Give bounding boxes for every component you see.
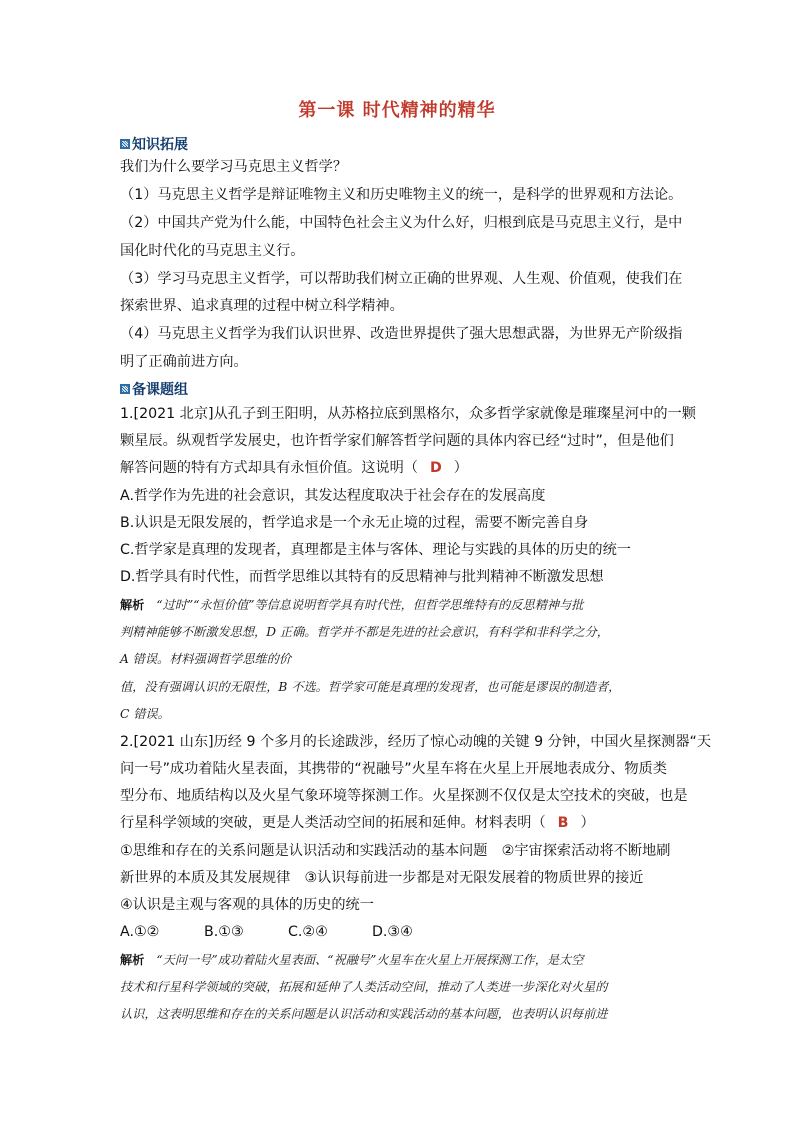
section-marker-icon [120, 384, 130, 394]
knowledge-point-1: （1）马克思主义哲学是辩证唯物主义和历史唯物主义的统一，是科学的世界观和方法论。 [120, 187, 683, 203]
explanation-text: “天问一号”成功着陆火星表面、“祝融号”火星车在火星上开展探测工作，是太空 [156, 953, 584, 967]
explanation-label: 解析 [120, 598, 145, 612]
q2-stem-line-3: 型分布、地质结构以及火星气象环境等探测工作。火星探测不仅仅是太空技术的突破，也是 [120, 788, 688, 804]
q1-option-a: A.哲学作为先进的社会意识，其发达程度取决于社会存在的发展高度 [120, 488, 546, 504]
q2-option-b: B.①③ [204, 924, 244, 940]
q2-answer: B [557, 815, 569, 831]
q1-option-c: C.哲学家是真理的发现者，真理都是主体与客体、理论与实践的具体的历史的统一 [120, 542, 631, 558]
section-marker-icon [120, 139, 130, 149]
q2-option-c: C.②④ [288, 924, 328, 940]
q1-stem-text: 解答问题的特有方式却具有永恒价值。这说明（ [120, 460, 418, 476]
knowledge-question: 我们为什么要学习马克思主义哲学？ [120, 159, 348, 175]
q1-stem-line-1: 1.[2021 北京]从孔子到王阳明，从苏格拉底到黑格尔，众多哲学家就像是璀璨星河中的一颗 [120, 406, 696, 422]
q2-statement-line-1: ①思维和存在的关系问题是认识活动和实践活动的基本问题 ②宇宙探索活动将不断地刷 [120, 843, 671, 859]
q2-option-d: D.③④ [372, 924, 413, 940]
q2-option-a: A.①② [120, 924, 160, 940]
q1-stem-line-2: 颗星辰。纵观哲学发展史，也许哲学家们解答哲学问题的具体内容已经“过时”，但是他们 [120, 433, 674, 449]
q2-explanation-line-3: 认识，这表明思维和存在的关系问题是认识活动和实践活动的基本问题，也表明认识每前进 [120, 1007, 608, 1021]
q1-option-b: B.认识是无限发展的，哲学追求是一个永无止境的过程，需要不断完善自身 [120, 515, 589, 531]
q2-options [120, 922, 413, 942]
q2-explanation-line-1 [120, 950, 584, 970]
q1-stem-line-3 [120, 458, 468, 478]
q1-option-d: D.哲学具有时代性，而哲学思维以其特有的反思精神与批判精神不断激发思想 [120, 569, 604, 585]
q2-statement-line-3: ④认识是主观与客观的具体的历史的统一 [120, 897, 374, 913]
q2-stem-line-4 [120, 813, 595, 833]
q2-stem-close: ） [580, 815, 595, 831]
section-header-questions [120, 379, 188, 399]
q1-explanation-line-5: C 错误。 [120, 707, 170, 721]
q2-stem-line-1: 2.[2021 山东]历经 9 个多月的长途跋涉，经历了惊心动魄的关键 9 分钟，中国火星探测器“天 [120, 734, 712, 750]
q1-explanation-line-3: A 错误。材料强调哲学思维的价 [120, 652, 292, 666]
knowledge-point-4-line-1: （4）马克思主义哲学为我们认识世界、改造世界提供了强大思想武器，为世界无产阶级指 [120, 326, 683, 342]
q1-explanation-line-1 [120, 595, 584, 615]
explanation-label: 解析 [120, 953, 145, 967]
q2-explanation-line-2: 技术和行星科学领域的突破，拓展和延伸了人类活动空间，推动了人类进一步深化对火星的 [120, 980, 608, 994]
q1-explanation-line-4: 值，没有强调认识的无限性，B 不选。哲学家可能是真理的发现者，也可能是谬误的制造者， [120, 680, 621, 694]
q2-stem-line-2: 问一号”成功着陆火星表面，其携带的“祝融号”火星车将在火星上开展地表成分、物质类 [120, 761, 667, 777]
explanation-text: “过时”“永恒价值”等信息说明哲学具有时代性，但哲学思维特有的反思精神与批 [156, 598, 584, 612]
knowledge-point-4-line-2: 明了正确前进方向。 [120, 354, 248, 370]
q1-answer: D [429, 460, 442, 476]
q1-explanation-line-2: 判精神能够不断激发思想，D 正确。哲学并不都是先进的社会意识，有科学和非科学之分， [120, 625, 609, 639]
knowledge-point-2-line-2: 国化时代化的马克思主义行。 [120, 243, 305, 259]
knowledge-point-3-line-2: 探索世界、追求真理的过程中树立科学精神。 [120, 298, 404, 314]
page-title: 第一课 时代精神的精华 [298, 100, 496, 121]
q2-statement-line-2: 新世界的本质及其发展规律 ③认识每前进一步都是对无限发展着的物质世界的接近 [120, 870, 644, 886]
q1-stem-close: ） [453, 460, 468, 476]
section-header-knowledge [120, 134, 188, 154]
knowledge-point-2-line-1: （2）中国共产党为什么能，中国特色社会主义为什么好，归根到底是马克思主义行，是中 [120, 215, 683, 231]
q2-stem-text: 行星科学领域的突破，更是人类活动空间的拓展和延伸。材料表明（ [120, 815, 546, 831]
section-title: 备课题组 [132, 382, 188, 398]
section-title: 知识拓展 [132, 137, 188, 153]
knowledge-point-3-line-1: （3）学习马克思主义哲学，可以帮助我们树立正确的世界观、人生观、价值观，使我们在 [120, 271, 683, 287]
